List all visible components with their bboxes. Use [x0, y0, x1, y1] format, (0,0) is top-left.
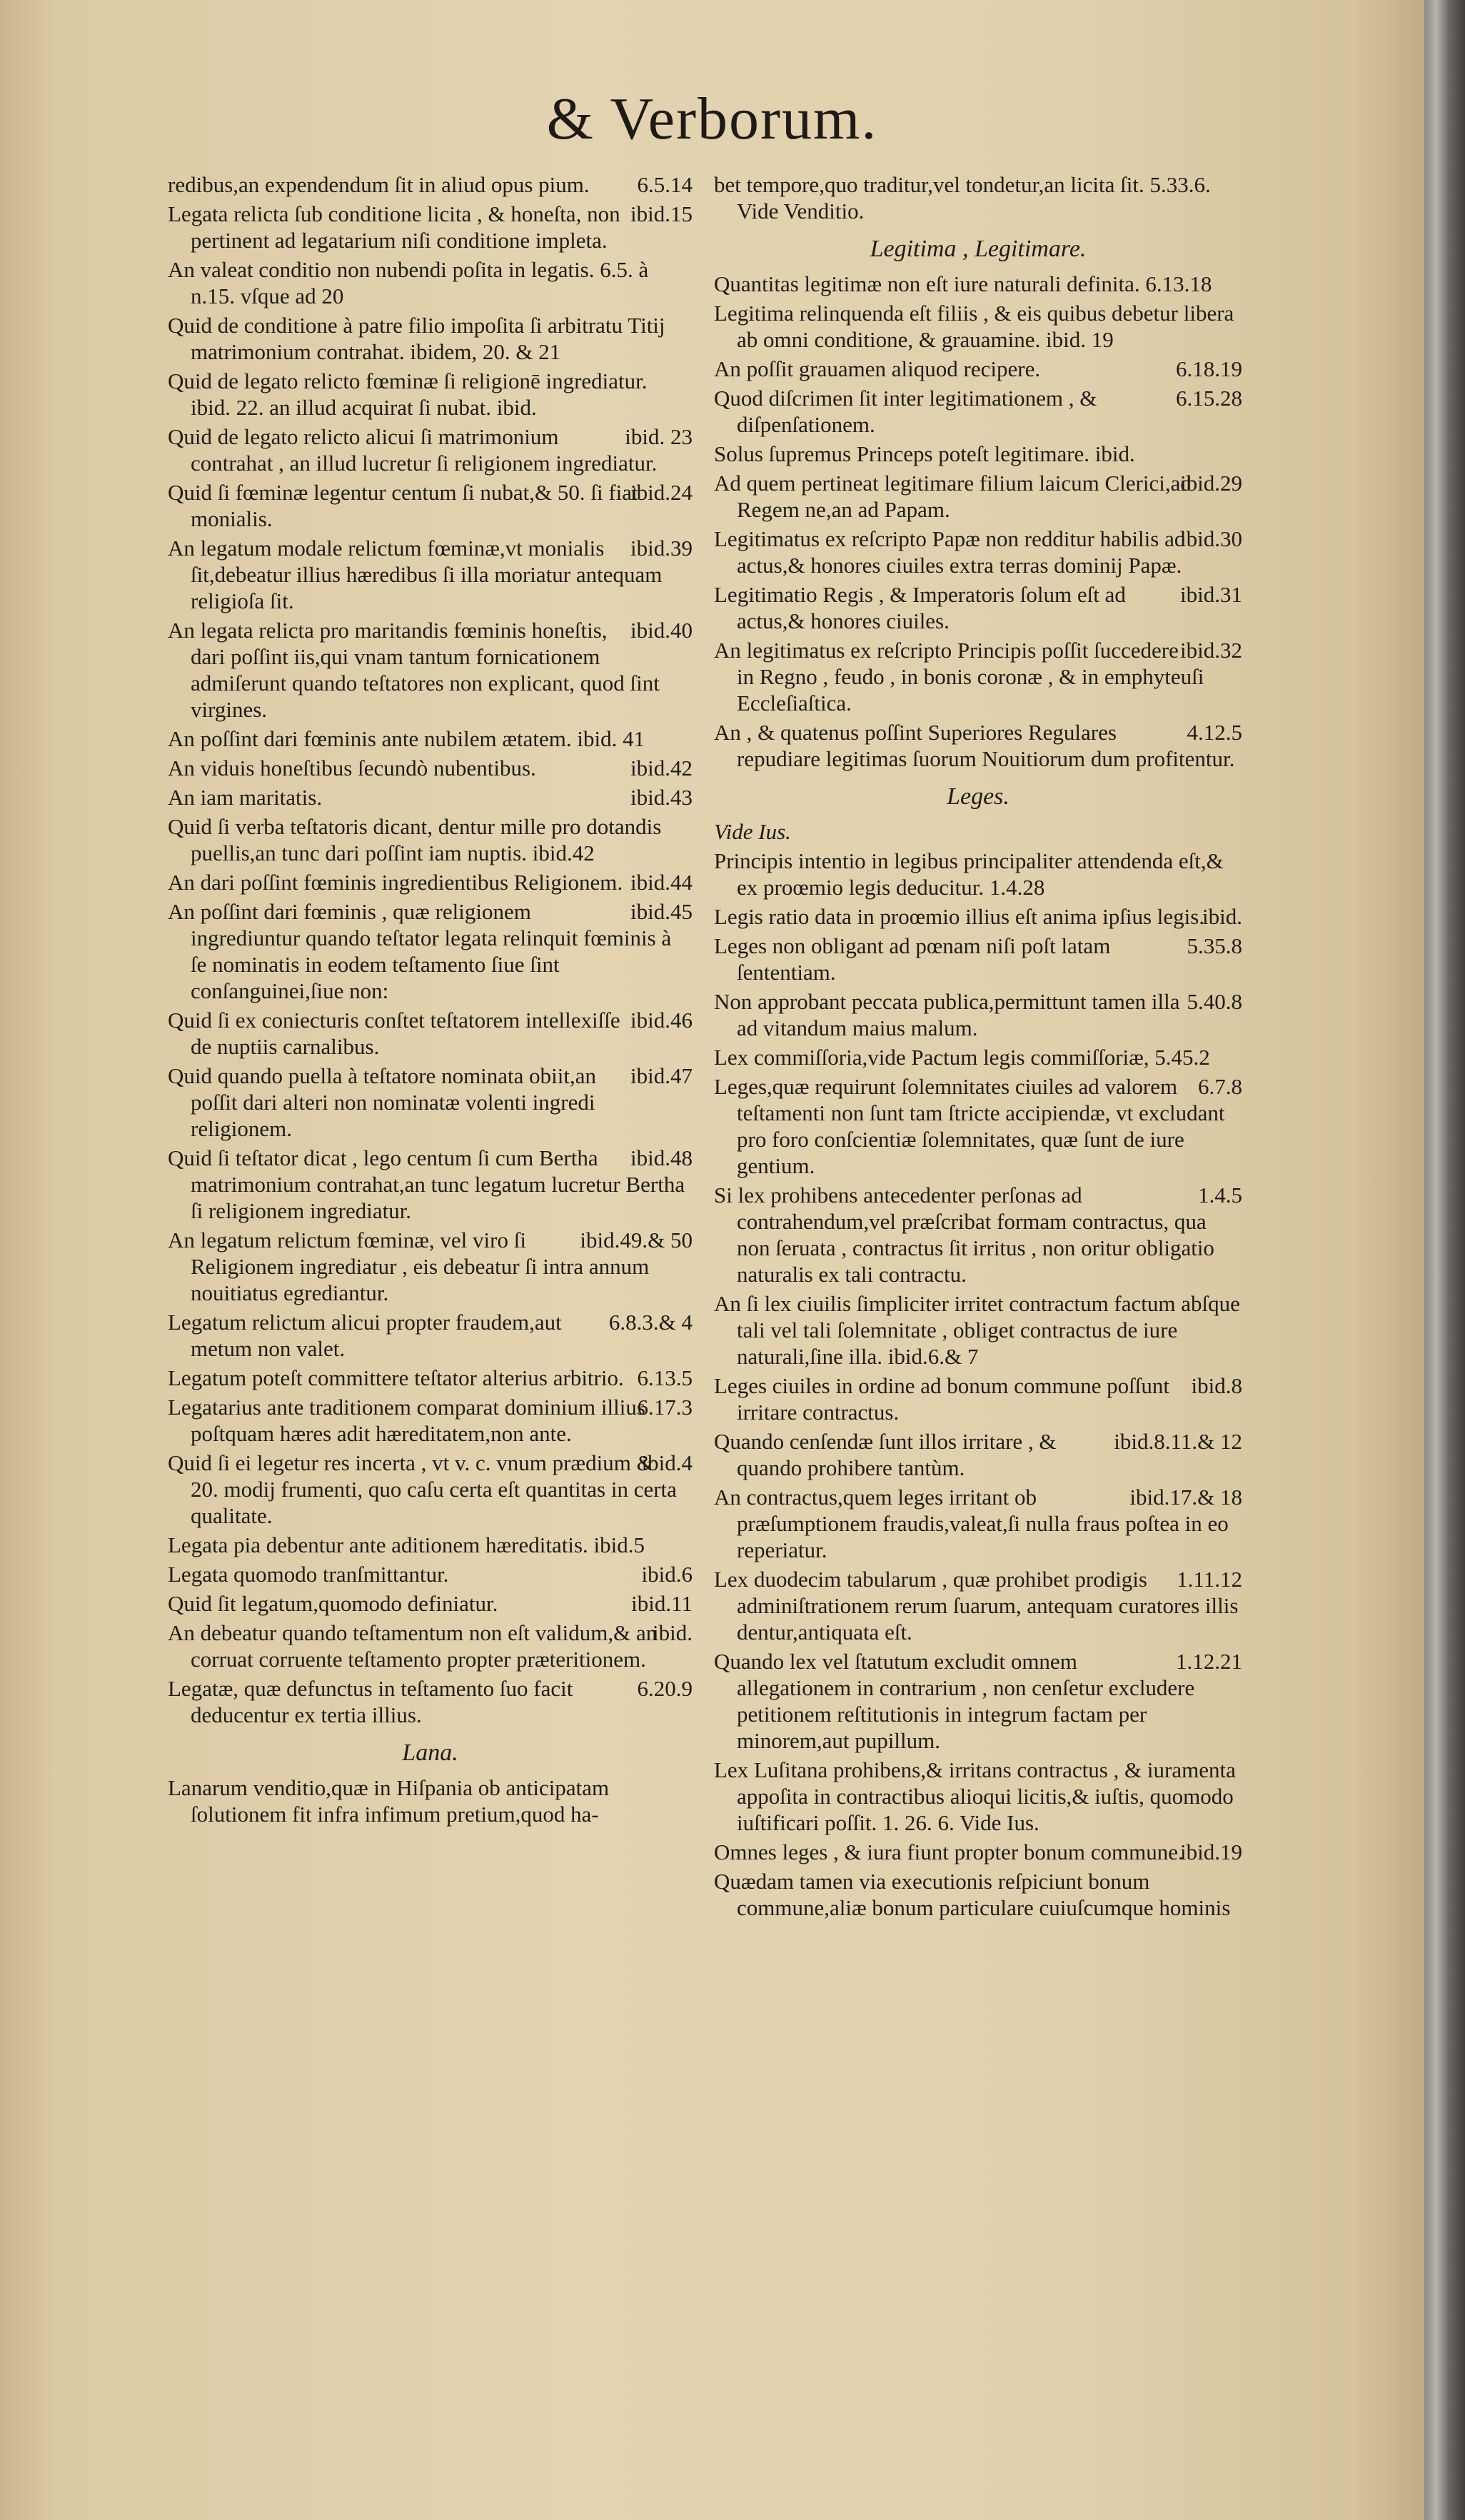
entry-text: Legatarius ante traditionem comparat dominium illius poſtquam hæres adit hæreditatem,non ante.: [168, 1395, 645, 1446]
index-entry: [168, 726, 693, 752]
index-entry: [714, 988, 1242, 1041]
entry-reference: ibid.46: [630, 1008, 693, 1033]
index-entry: [714, 1428, 1242, 1481]
index-entry: [168, 479, 693, 532]
entry-text: An ſi lex ciuilis ſimpliciter irritet contractum factum abſque tali vel tali ſolemnitate , obliget contractus de iure naturali,ſine illa. ibid.6.& 7: [714, 1291, 1240, 1369]
index-entry: [714, 1073, 1242, 1179]
index-entry: [168, 1561, 693, 1587]
entry-text: An debeatur quando teſtamentum non eſt validum,& an corruat corruente teſtamento propter præteritionem.: [168, 1620, 658, 1672]
entry-reference: ibid.48: [630, 1145, 693, 1170]
entry-reference: ibid.8: [1191, 1373, 1242, 1398]
index-entry: [168, 368, 693, 421]
index-entry: [168, 813, 693, 866]
entry-reference: 6.5.14: [637, 172, 693, 197]
entry-text: redibus,an expendendum ſit in aliud opus pium.: [168, 172, 590, 197]
entry-text: An legata relicta pro maritandis fœminis honeſtis, dari poſſint iis,qui vnam tantum fornicationem admiſerunt quando teſtatores non explicant, quod ſint virgines.: [168, 618, 660, 722]
entry-text: Quid ſi fœminæ legentur centum ſi nubat,& 50. ſi fiat monialis.: [168, 480, 638, 531]
entry-reference: 6.7.8: [1198, 1074, 1242, 1099]
entry-text: An viduis honeſtibus ſecundò nubentibus.: [168, 756, 536, 780]
page-header: & Verborum.: [546, 86, 878, 152]
see-also-ius: Vide Ius.: [714, 819, 791, 844]
index-entry: [714, 1648, 1242, 1754]
entry-reference: ibid.24: [630, 480, 693, 505]
entry-text: Si lex prohibens antecedenter perſonas ad contrahendum,vel præſcribat formam contractus, qua non ſeruata , contractus ſit irritus , non oritur obligatio naturalis ex tali contractu.: [714, 1183, 1214, 1287]
index-entry: [168, 898, 693, 1004]
entry-reference: ibid.: [1202, 904, 1242, 929]
entry-reference: ibid.30: [1180, 526, 1242, 551]
entry-reference: 4.12.5: [1187, 720, 1242, 745]
entry-reference: ibid.6: [641, 1562, 693, 1587]
index-entry: [168, 171, 693, 198]
entry-text: Quando lex vel ſtatutum excludit omnem allegationem in contrarium , non cenſetur excludere petitionem reſtitutionis in integrum factam per minorem,aut pupillum.: [714, 1649, 1195, 1753]
entry-text: Legitimatus ex reſcripto Papæ non redditur habilis ad actus,& honores ciuiles extra terras dominij Papæ.: [714, 526, 1186, 578]
entry-text: Omnes leges , & iura fiunt propter bonum commune.: [714, 1839, 1184, 1864]
entry-text: An , & quatenus poſſint Superiores Regulares repudiare legitimas ſuorum Nouitiorum dum profitentur.: [714, 720, 1235, 771]
entry-reference: ibid.17.& 18: [1129, 1485, 1242, 1510]
entry-text: Quid ſi ei legetur res incerta , vt v. c. vnum prædium & 20. modij frumenti, quo caſu certa eſt quantitas in certa qualitate.: [168, 1450, 677, 1528]
index-entry: [168, 535, 693, 614]
entry-reference: 6.8.3.& 4: [608, 1310, 693, 1335]
entry-reference: 6.18.19: [1176, 356, 1242, 381]
entry-text: Quid ſi teſtator dicat , lego centum ſi cum Bertha matrimonium contrahat,an tunc legatum lucretur Bertha ſi religionem ingrediatur.: [168, 1145, 685, 1223]
entry-text: An legitimatus ex reſcripto Principis poſſit ſuccedere in Regno , feudo , in bonis coronæ , & in emphyteuſi Eccleſiaſtica.: [714, 638, 1204, 716]
entry-text: Quid de legato relicto fœminæ ſi religionē ingrediatur. ibid. 22. an illud acquirat ſi nubat. ibid.: [168, 368, 648, 420]
entry-text: Principis intentio in legibus principaliter attendenda eſt,& ex proœmio legis deducitur. 1.4.28: [714, 848, 1224, 900]
entry-reference: 6.13.5: [637, 1365, 693, 1390]
entry-text: An valeat conditio non nubendi poſita in legatis. 6.5. à n.15. vſque ad 20: [168, 257, 649, 308]
index-entry: [714, 903, 1242, 930]
entry-reference: 6.20.9: [637, 1676, 693, 1701]
entry-text: Quid de legato relicto alicui ſi matrimonium contrahat , an illud lucretur ſi religionem ingrediatur.: [168, 424, 658, 476]
index-entry: [714, 300, 1242, 353]
entry-reference: ibid.32: [1180, 638, 1242, 663]
entry-reference: ibid.49.& 50: [580, 1228, 693, 1253]
index-entry: [168, 1590, 693, 1617]
entry-text: An poſſit grauamen aliquod recipere.: [714, 356, 1041, 381]
index-entry: [168, 1675, 693, 1728]
entry-reference: ibid. 23: [625, 424, 693, 449]
index-entry: [168, 617, 693, 723]
entry-text: Non approbant peccata publica,permittunt tamen illa ad vitandum maius malum.: [714, 989, 1180, 1040]
entry-reference: 5.35.8: [1187, 933, 1242, 958]
entry-text: Quantitas legitimæ non eſt iure naturali definita. 6.13.18: [714, 271, 1212, 296]
left-column: [168, 171, 693, 1830]
entry-text: An dari poſſint fœminis ingredientibus Religionem.: [168, 870, 623, 895]
entry-text: Solus ſupremus Princeps poteſt legitimare. ibid.: [714, 441, 1135, 466]
section-heading-leges: Leges.: [947, 783, 1010, 810]
entry-reference: ibid.45: [630, 899, 693, 924]
entry-text: Quædam tamen via executionis reſpiciunt bonum commune,aliæ bonum particulare cuiuſcumque hominis: [714, 1869, 1231, 1920]
entry-text: Legata pia debentur ante aditionem hæreditatis. ibid.5: [168, 1532, 645, 1557]
entry-text: Quid de conditione à patre filio impoſita ſi arbitratu Titij matrimonium contrahat. ibidem, 20. & 21: [168, 313, 665, 364]
entry-text: Lex duodecim tabularum , quæ prohibet prodigis adminiſtrationem rerum ſuarum, antequam curatores illis dentur,antiquata eſt.: [714, 1567, 1239, 1645]
index-entry: [168, 1620, 693, 1672]
entry-text: Legis ratio data in proœmio illius eſt anima ipſius legis.: [714, 904, 1205, 929]
entry-text: An iam maritatis.: [168, 785, 323, 810]
entry-text: Quid ſi ex coniecturis conſtet teſtatorem intellexiſſe de nuptiis carnalibus.: [168, 1008, 620, 1059]
right-column: [714, 171, 1242, 1924]
entry-reference: 6.17.3: [637, 1395, 693, 1420]
index-entry: [714, 848, 1242, 900]
index-entry: [714, 1566, 1242, 1645]
index-entry: [714, 1290, 1242, 1370]
index-entry: [168, 423, 693, 476]
index-entry: [714, 1868, 1242, 1921]
section-heading-legitima: Legitima , Legitimare.: [870, 236, 1087, 262]
index-entry: [168, 784, 693, 810]
entry-text: Legata relicta ſub conditione licita , & honeſta, non pertinent ad legatarium niſi conditione impleta.: [168, 201, 620, 253]
entry-reference: 1.11.12: [1177, 1567, 1242, 1592]
entry-text: Quod diſcrimen ſit inter legitimationem , & diſpenſationem.: [714, 386, 1097, 437]
index-entry: [714, 1182, 1242, 1287]
entry-reference: ibid.31: [1180, 582, 1242, 607]
entry-text: Quid ſit legatum,quomodo definiatur.: [168, 1591, 498, 1616]
index-entry: [168, 1532, 693, 1558]
entry-reference: ibid.11: [631, 1591, 693, 1616]
entry-reference: ibid.40: [630, 618, 693, 643]
entry-reference: 1.12.21: [1176, 1649, 1242, 1674]
index-entry: [168, 1063, 693, 1142]
entry-reference: ibid.47: [630, 1063, 693, 1088]
entry-text: bet tempore,quo traditur,vel tondetur,an licita ſit. 5.33.6. Vide Venditio.: [714, 172, 1211, 224]
index-entry: [714, 1044, 1242, 1070]
index-entry: [714, 1484, 1242, 1563]
entry-text: Lex commiſſoria,vide Pactum legis commiſſoriæ, 5.45.2: [714, 1045, 1210, 1070]
index-entry: [168, 1227, 693, 1306]
entry-text: Quid quando puella à teſtatore nominata obiit,an poſſit dari alteri non nominatæ volenti ingredi religionem.: [168, 1063, 597, 1141]
entry-reference: ibid.42: [630, 756, 693, 780]
entry-text: Quando cenſendæ ſunt illos irritare , & quando prohibere tantùm.: [714, 1429, 1057, 1480]
entry-reference: ibid.8.11.& 12: [1114, 1429, 1242, 1454]
index-entry: [168, 1450, 693, 1529]
entry-text: An poſſint dari fœminis , quæ religionem ingrediuntur quando teſtator legata relinquit fœminis à ſe nominatis in eodem teſtamento ſiue ſint conſanguinei,ſiue non:: [168, 899, 672, 1003]
index-entry: [714, 933, 1242, 985]
index-entry: [168, 755, 693, 781]
entry-reference: ibid.19: [1180, 1839, 1242, 1864]
entry-text: An legatum relictum fœminæ, vel viro ſi Religionem ingrediatur , eis debeatur ſi intra annum nouitiatus egrediantur.: [168, 1228, 650, 1305]
index-entry: [714, 1757, 1242, 1836]
entry-text: Legatæ, quæ defunctus in teſtamento ſuo facit deducentur ex tertia illius.: [168, 1676, 573, 1727]
entry-text: Quid ſi verba teſtatoris dicant, dentur mille pro dotandis puellis,an tunc dari poſſint iam nuptis. ibid.42: [168, 814, 662, 865]
index-entry: [714, 581, 1242, 634]
index-entry: [714, 719, 1242, 772]
index-entry: [714, 271, 1242, 297]
entry-text: Leges,quæ requirunt ſolemnitates ciuiles ad valorem teſtamenti non ſunt tam ſtricte accipiendæ, vt excludant pro foro conſcientiæ ſolemnitates, quæ ſunt de iure gentium.: [714, 1074, 1225, 1178]
entry-reference: ibid.39: [630, 536, 693, 561]
index-entry: [168, 1365, 693, 1391]
entry-reference: 1.4.5: [1198, 1183, 1242, 1208]
entry-text: An contractus,quem leges irritant ob præſumptionem fraudis,valeat,ſi nulla fraus poſtea in eo reperiatur.: [714, 1485, 1229, 1562]
entry-reference: ibid.29: [1180, 471, 1242, 496]
index-entry: [168, 869, 693, 895]
entry-reference: ibid.15: [630, 201, 693, 226]
entry-text: Leges non obligant ad pœnam niſi poſt latam ſententiam.: [714, 933, 1111, 985]
index-entry: [168, 1145, 693, 1224]
entry-text: An legatum modale relictum fœminæ,vt monialis ſit,debeatur illius hæredibus ſi illa moriatur antequam religioſa ſit.: [168, 536, 663, 613]
entry-text: Legatum relictum alicui propter fraudem,aut metum non valet.: [168, 1310, 562, 1361]
entry-reference: 5.40.8: [1187, 989, 1242, 1014]
index-entry: [714, 1372, 1242, 1425]
index-entry: [168, 1309, 693, 1362]
index-entry: [714, 470, 1242, 523]
entry-reference: ibid.44: [630, 870, 693, 895]
index-entry: [168, 312, 693, 365]
index-entry: [714, 441, 1242, 467]
entry-reference: ibid.4: [641, 1450, 693, 1475]
index-entry: [168, 1394, 693, 1447]
entry-text: Ad quem pertineat legitimare filium laicum Clerici,ad Regem ne,an ad Papam.: [714, 471, 1192, 522]
entry-reference: ibid.43: [630, 785, 693, 810]
section-heading-lana: Lana.: [402, 1740, 458, 1766]
entry-text: Leges ciuiles in ordine ad bonum commune poſſunt irritare contractus.: [714, 1373, 1169, 1425]
entry-text: An poſſint dari fœminis ante nubilem ætatem. ibid. 41: [168, 726, 645, 751]
entry-text: Legitimatio Regis , & Imperatoris ſolum eſt ad actus,& honores ciuiles.: [714, 582, 1126, 633]
index-entry: [714, 385, 1242, 438]
index-entry: [168, 1774, 693, 1827]
entry-text: Legitima relinquenda eſt filiis , & eis quibus debetur libera ab omni conditione, & grauamine. ibid. 19: [714, 301, 1234, 352]
index-entry: [168, 201, 693, 253]
index-entry: [714, 356, 1242, 382]
entry-text: Lanarum venditio,quæ in Hiſpania ob anticipatam ſolutionem fit infra infimum pretium,quod ha-: [168, 1775, 610, 1827]
entry-text: Lex Luſitana prohibens,& irritans contractus , & iuramenta appoſita in contractibus alioqui licitis,& iuſtis, quomodo iuſtificari poſſit. 1. 26. 6. Vide Ius.: [714, 1757, 1236, 1835]
entry-text: Legata quomodo tranſmittantur.: [168, 1562, 449, 1587]
entry-text: Legatum poteſt committere teſtator alterius arbitrio.: [168, 1365, 624, 1390]
index-entry: [168, 1007, 693, 1060]
entry-reference: ibid.: [653, 1620, 693, 1645]
index-entry: [714, 171, 1242, 224]
entry-reference: 6.15.28: [1176, 386, 1242, 411]
index-entry: [168, 256, 693, 309]
index-entry: [714, 637, 1242, 716]
index-entry: [714, 1839, 1242, 1865]
page-edge: [1424, 0, 1465, 2520]
index-entry: [714, 526, 1242, 578]
